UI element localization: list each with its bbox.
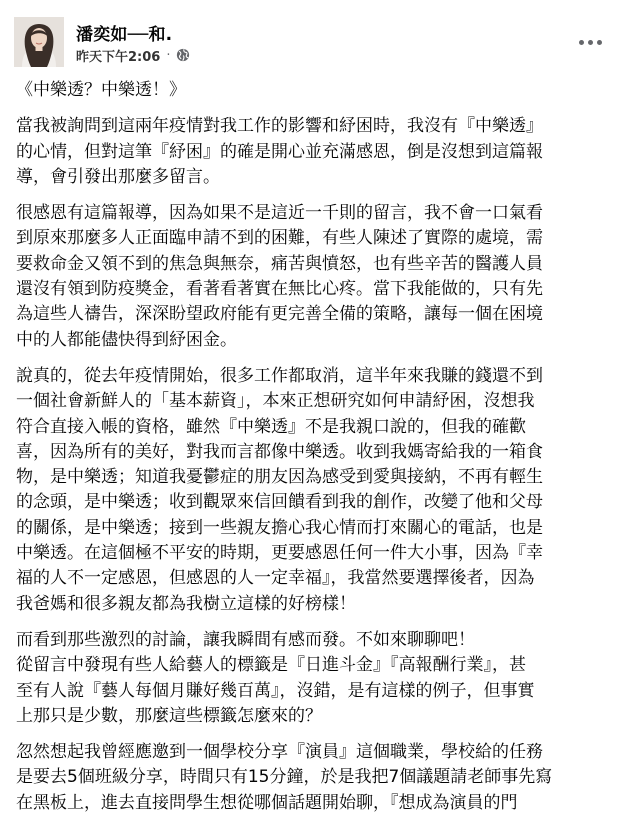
text-line: 中樂透。在這個極不平安的時期，更要感恩任何一件大小事，因為『幸 — [16, 543, 543, 564]
globe-icon[interactable] — [176, 48, 190, 62]
post-paragraph — [16, 201, 608, 353]
text-line: 還沒有領到防疫獎金，看著看著實在無比心疼。當下我能做的，只有先 — [16, 279, 543, 300]
text-line: 的關係，是中樂透；接到一些親友擔心我心情而打來關心的電話，也是 — [16, 517, 543, 538]
text-line: 從留言中發現有些人給藝人的標籤是『日進斗金』『高報酬行業』，甚 — [16, 655, 526, 676]
text-line: 至有人說『藝人每個月賺好幾百萬』，沒錯，是有這樣的例子，但事實 — [16, 680, 535, 701]
more-options-button[interactable] — [574, 30, 606, 54]
text-line: 很感恩有這篇報導，因為如果不是這近一千則的留言，我不會一口氣看 — [16, 203, 543, 224]
text-line: 要救命金又領不到的焦急與無奈，痛苦與憤怒，也有些辛苦的醫護人員 — [16, 253, 543, 274]
text-line: 的念頭，是中樂透；收到觀眾來信回饋看到我的創作，改變了他和父母 — [16, 492, 543, 513]
post-paragraph — [16, 740, 608, 816]
text-line: 的心情，但對這筆『紓困』的確是開心並充滿感恩，倒是沒想到這篇報 — [16, 141, 543, 162]
more-dots-icon — [579, 40, 584, 45]
profile-photo-icon — [14, 17, 64, 67]
text-line: 一個社會新鮮人的「基本薪資」，本來正想研究如何申請紓困，沒想我 — [16, 391, 535, 412]
text-line: 而看到那些激烈的討論，讓我瞬間有感而發。不如來聊聊吧！ — [16, 629, 475, 650]
post-paragraph — [16, 628, 608, 729]
text-line: 到原來那麼多人正面臨申請不到的困難，有些人陳述了實際的處境，需 — [16, 228, 543, 249]
avatar[interactable] — [14, 17, 64, 67]
text-line: 說真的，從去年疫情開始，很多工作都取消，這半年來我賺的錢還不到 — [16, 365, 543, 386]
text-line: 當我被詢問到這兩年疫情對我工作的影響和紓困時，我沒有『中樂透』 — [16, 116, 543, 137]
text-line: 忽然想起我曾經應邀到一個學校分享『演員』這個職業，學校給的任務 — [16, 742, 543, 763]
text-line: 上那只是少數，那麼這些標籤怎麼來的？ — [16, 705, 322, 726]
author-name[interactable]: 潘奕如──和. — [76, 25, 173, 45]
text-line: 喜，因為所有的美好，對我而言都像中樂透。收到我媽寄給我的一箱食 — [16, 441, 543, 462]
text-line: 《中樂透？中樂透！》 — [16, 80, 186, 100]
post-paragraph — [16, 114, 608, 190]
meta-separator: · — [166, 47, 171, 63]
post-meta — [76, 46, 190, 64]
post-paragraph — [16, 364, 608, 617]
text-line: 為這些人禱告，深深盼望政府能有更完善全備的策略，讓每一個在困境 — [16, 304, 543, 325]
post-timestamp[interactable]: 昨天下午2:06 — [76, 49, 161, 65]
text-line: 在黑板上，進去直接問學生想從哪個話題開始聊，『想成為演員的門 — [16, 792, 518, 813]
post-body — [16, 78, 608, 816]
text-line: 我爸媽和很多親友都為我樹立這樣的好榜樣！ — [16, 593, 356, 614]
text-line: 是要去5個班級分享，時間只有15分鐘，於是我把7個議題請老師事先寫 — [16, 767, 553, 788]
more-dots-icon — [588, 40, 593, 45]
more-dots-icon — [597, 40, 602, 45]
text-line: 中的人都能儘快得到紓困金。 — [16, 329, 237, 350]
text-line: 導，會引發出那麼多留言。 — [16, 166, 220, 187]
text-line: 福的人不一定感恩，但感恩的人一定幸福』，我當然要選擇後者，因為 — [16, 568, 535, 589]
text-line: 符合直接入帳的資格，雖然『中樂透』不是我親口說的，但我的確歡 — [16, 416, 526, 437]
post-title-paragraph — [16, 78, 608, 103]
text-line: 物，是中樂透；知道我憂鬱症的朋友因為感受到愛與接納，不再有輕生 — [16, 467, 543, 488]
